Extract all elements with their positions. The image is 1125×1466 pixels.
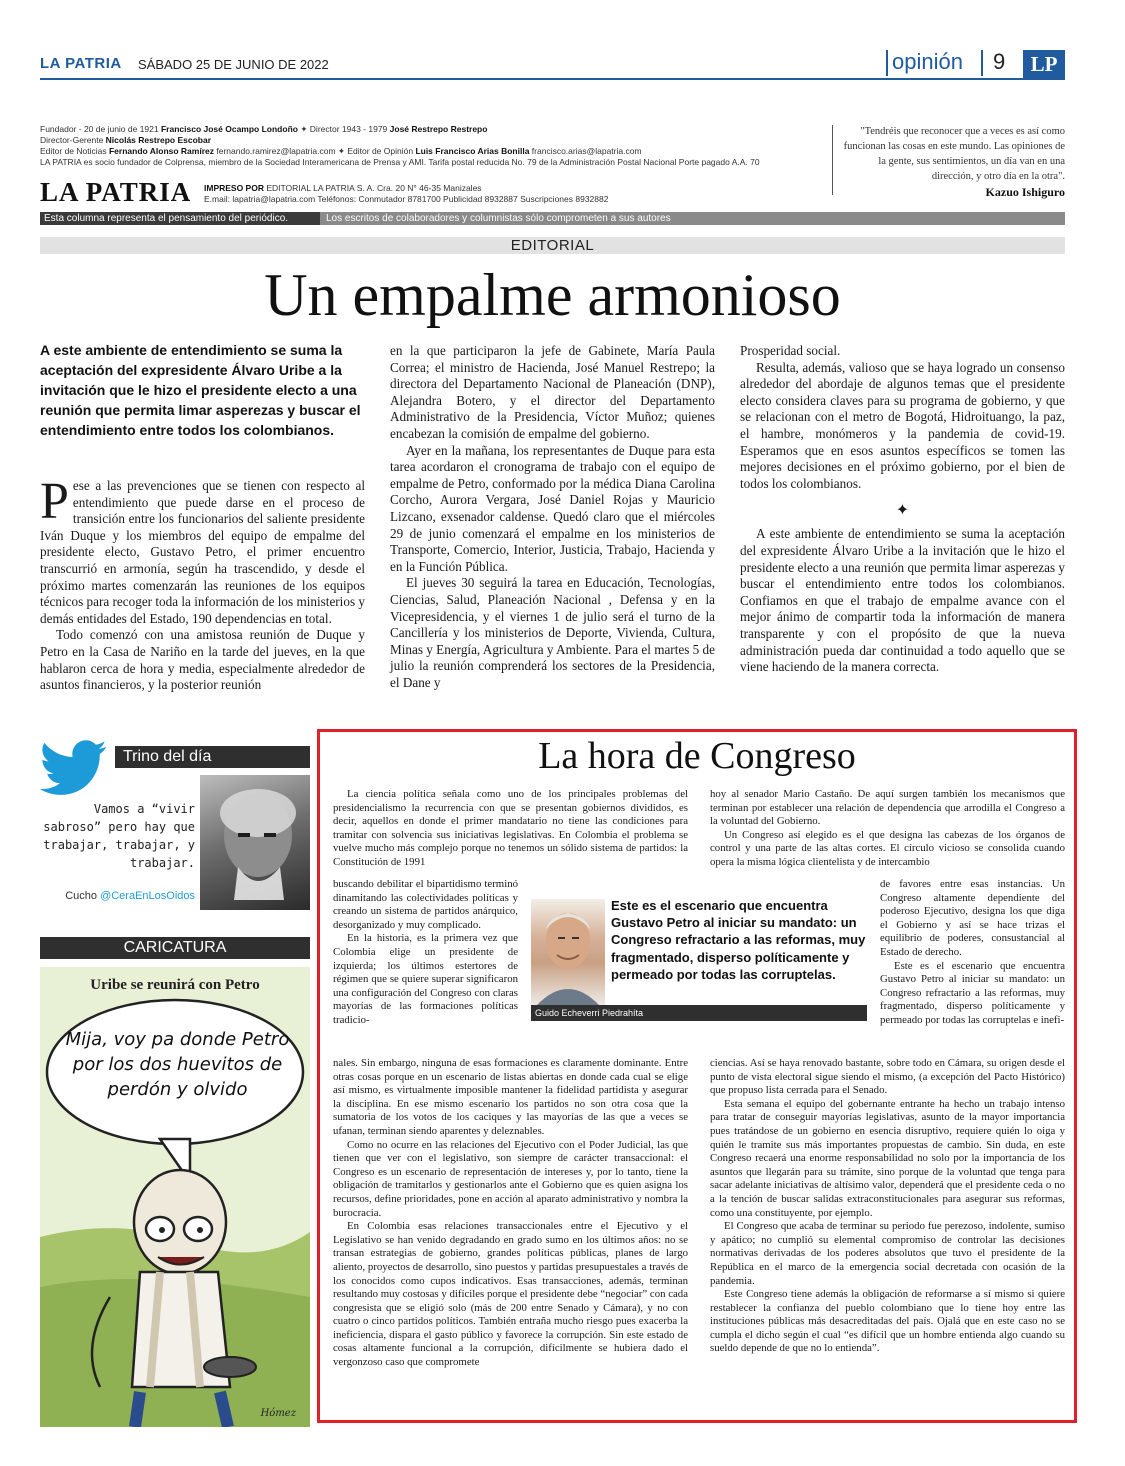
paragraph: Todo comenzó con una amistosa reunión de Duque y Petro en la Casa de Nariño en la tarde del jueves, en la que hablaron cerca de hora y media, especialmente alrededor de asuntos financieros, y la posterior reunión [40, 627, 365, 693]
cartoonist-signature: Hómez [260, 1408, 296, 1419]
trino-label: Trino del día [115, 746, 310, 768]
pull-quote-box [531, 893, 867, 1023]
column-text-left-bottom [333, 1057, 688, 1370]
paragraph: hoy al senador Mario Castaño. De aquí surgen también los mecanismos que terminan por establecer una relación de dependencia que arrodilla el Congreso a la voluntad del Gobierno. [710, 788, 1065, 828]
caricatura-label: CARICATURA [40, 937, 310, 959]
editorial-headline: Un empalme armonioso [264, 262, 841, 328]
paragraph: de favores entre esas instancias. Un Congreso altamente dependiente del poderoso Ejecutivo, designa los que diga el Gobierno y así se hace trizas el equilibrio de poderes, consustancial al Estado de derecho. [880, 878, 1065, 958]
email-link[interactable]: francisco.arias@lapatria.com [529, 146, 642, 156]
tweet-author-name: Cucho [65, 890, 101, 902]
masthead-line: LA PATRIA es socio fundador de Colprensa, miembro de la Sociedad Interamericana de Prensa y AMI. Tarifa postal reducida No. 79 de la Administración Postal Nacional Porte pagado A.A. 70 [40, 157, 760, 167]
printer-label: IMPRESO POR [204, 183, 264, 193]
column-text-right-narrow [880, 878, 1065, 1028]
divider [981, 50, 983, 76]
editorial-column-1 [40, 473, 365, 694]
cartoon [40, 967, 310, 1427]
issue-date: SÁBADO 25 DE JUNIO DE 2022 [138, 57, 329, 72]
masthead-credits [40, 124, 820, 168]
paragraph: Como no ocurre en las relaciones del Ejecutivo con el Poder Judicial, las que tienen que ver con el legislativo, son siempre de carácter transaccional: el Congreso es un escenario de representación de intereses y, por lo tanto, tiene la obligación de tramitarlos y gestionarlos ante el Gobierno que es quien asigna los recursos, define prioridades, pone en acción al aparato administrativo y nombra la burocracia. [333, 1138, 688, 1219]
masthead-line [40, 146, 820, 157]
paragraph: A este ambiente de entendimiento se suma la aceptación del expresidente Álvaro Uribe a la invitación que le hizo el presidente electo a una reunión que permita limar asperezas y buscar el entendimiento entre todos los colombianos. Confiamos en que el trabajo de empalme avance con el mejor ánimo de compartir toda la información de manera transparente y con el propósito de que la nueva administración pueda dar continuidad a todo aquello que se viene haciendo de la manera correcta. [740, 526, 1065, 675]
tweet-author [40, 890, 195, 902]
drop-cap: P [40, 473, 69, 530]
masthead-line [40, 124, 820, 135]
paragraph: En Colombia esas relaciones transaccionales entre el Ejecutivo y el Legislativo se han venido degradando en grado sumo en los últimos años: no se transan estrategias de gobierno, grandes políticas públicas, planes de largo aliento, proyectos de desarrollo, sino puestos y partidas presupuestales a través de los conocidos como cupos indicativos. Esas transacciones, además, terminan resultando muy costosas y difíciles porque el presidente debe “negociar” con cada congresista que se eligió solo (más de 200 entre Senado y Cámara), y no con cuatro o cinco partidos políticos. También entraña mucho riesgo pues exacerba la ineficiencia, dispara el gasto público y favorece la corrupción. Sin este estado de cosas altamente funcional a la corrupción, difícilmente se hubiera dado el vergonzoso caso que compromete [333, 1220, 688, 1369]
speech-bubble-text: Mija, voy pa donde Petro por los dos huevitos de perdón y olvido [65, 1029, 290, 1100]
tweet-handle[interactable]: @CeraEnLosOidos [100, 890, 195, 902]
column-text-left-narrow [333, 878, 518, 1028]
paragraph: Este es el escenario que encuentra Gustavo Petro al iniciar su mandato: un Congreso refractario a las reformas, muy fragmentado, disperso políticamente y permeado por todas las corruptelas e inefi- [880, 959, 1065, 1026]
paragraph: El Congreso que acaba de terminar su periodo fue perezoso, indolente, sumiso y apático; no cumplió su elemental compromiso de controlar las decisiones normativas derivadas de los poderes absolutos que tuvo el presidente de la República en el marco de la emergencia social decretada con ocasión de la pandemia. [710, 1220, 1065, 1287]
cartoon-title: Uribe se reunirá con Petro [90, 977, 260, 993]
twitter-bird-icon [40, 740, 108, 801]
paragraph: buscando debilitar el bipartidismo terminó dinamitando las colectividades políticas y creando un sistema de partidos anárquico, desorganizado y muy complicado. [333, 878, 518, 931]
paragraph: El jueves 30 seguirá la tarea en Educación, Tecnologías, Ciencias, Salud, Planeación Nacional , Defensa y en la Vicepresidencia, y el viernes 1 de julio será el turno de la Cancillería y los ministerios de Deporte, Vivienda, Cultura, Minas y Energía, Agricultura y Ambiente. Para el martes 5 de julio la reunión comprenderá los sectores de la Presidencia, el Dane y [390, 575, 715, 690]
editor-name: Fernando Alonso Ramírez [108, 146, 214, 156]
pull-quote: Este es el escenario que encuentra Gustavo Petro al iniciar su mandato: un Congreso refractario a las reformas, muy fragmentado, disperso políticamente y permeado por todas las corruptelas. [611, 898, 866, 982]
paragraph: Resulta, además, valioso que se haya logrado un consenso alrededor del abordaje de algunos temas que el presidente electo considera claves para su programa de gobierno, y que se relacionan con el metro de Bogotá, Hidroituango, la paz, el hambre, monómeros y la pandemia de covid-19. Esperamos que en esos asuntos específicos se tomen las mejores decisiones en el próximo gobierno, por el bien de todos los colombianos. [740, 359, 1065, 491]
paragraph: Ayer en la mañana, los representantes de Duque para esta tarea acordaron el cronograma de trabajo con el equipo de empalme de Petro, conformado por la médica Diana Carolina Corcho, Aurora Vergara, José Daniel Rojas y Mauricio Lizcano, exsenador caldense. Quedó claro que el miércoles 29 de junio comenzará el empalme en los ministerios de Transporte, Comercio, Interior, Justicia, Trabajo, Hacienda y en la Función Pública. [390, 442, 715, 574]
column-title: La hora de Congreso [538, 735, 856, 777]
paragraph: Este Congreso tiene además la obligación de reformarse a sí mismo si quiere restablecer la confianza del pueblo colombiano que lo tiene hoy entre las instituciones públicas más desacreditadas del país. Ojalá que en este caso no se cumpla el dicho según el cual “es difícil que un hombre entienda algo cuando su sueldo depende de que no lo entienda”. [710, 1288, 1065, 1355]
header-rule [40, 78, 1065, 80]
masthead-line [40, 135, 820, 146]
paragraph: ciencias. Así se haya renovado bastante, sobre todo en Cámara, su origen desde el punto de vista electoral sigue siendo el mismo, (a excepción del Pacto Histórico) que propuso lista cerrada para el Senado. [710, 1057, 1065, 1097]
column-text-left-top [333, 788, 688, 870]
divider [886, 50, 888, 76]
tweet-author-photo [200, 775, 310, 910]
founder-name: Francisco José Ocampo Londoño [160, 124, 298, 134]
masthead-logo: LA PATRIA [40, 177, 192, 207]
contact-info: E.mail: lapatria@lapatria.com Teléfonos: Conmutador 8781700 Publicidad 8932887 Suscripciones 8932882 [204, 194, 609, 204]
printer-address: EDITORIAL LA PATRIA S. A. Cra. 20 N° 46-35 Manizales [263, 183, 482, 193]
column-text-right-bottom [710, 1057, 1065, 1356]
page-number: 9 [993, 49, 1006, 74]
paragraph: La ciencia política señala como uno de los principales problemas del presidencialismo la recurrencia con que se presentan gobiernos divididos, es decir, aquellos en donde el primer mandatario no tiene las condiciones para tramitar con solvencia sus iniciativas legislativas. En Colombia el problema se vuelve mucho más complejo porque no tenemos un sólido sistema de partidos: la Constitución de 1991 [333, 788, 688, 868]
paragraph [40, 473, 365, 627]
lp-badge: LP [1023, 50, 1065, 78]
editorial-column-2 [390, 343, 715, 691]
tweet-text: Vamos a “vivir sabroso” pero hay que trabajar, trabajar, y trabajar. [43, 802, 195, 870]
section-name: opinión [892, 49, 963, 74]
editor-opinion-name: Luis Francisco Arias Bonilla [415, 146, 530, 156]
newspaper-logo: LA PATRIA [40, 55, 122, 72]
paragraph: Esta semana el equipo del gobernante entrante ha hecho un trabajo intenso para tratar de conseguir mayorías legislativas, asunto de la mayor importancia pues tratándose de un gobierno en esencia disruptivo, requiere quién lo oiga y quién le tramite sus más importantes propuestas de cambio. Sin duda, en este Congreso recaerá una enorme responsabilidad no solo por la importancia de los asuntos que llegarán para su trámite, sino porque de la voluntad que tenga para sacar adelante iniciativas de altísimo valor, dependerá que el presidente ceda o no a la tención de buscar salidas extraconstitucionales para asegurar sus reformas, como una constituyente, por ejemplo. [710, 1097, 1065, 1219]
paragraph: Prosperidad social. [740, 343, 841, 358]
editorial-lead: A este ambiente de entendimiento se suma la aceptación del expresidente Álvaro Uribe a la invitación que le hizo el presidente electo a una reunión que permita limar asperezas y buscar el entendimiento entre todos los colombianos. [40, 342, 361, 438]
author-caption: Guido Echeverri Piedrahíta [531, 1005, 867, 1021]
daily-quote: "Tendréis que reconocer que a veces es así como funcionan las cosas en este mundo. Las opiniones de la gente, sus sentimientos, un día van en una dirección, y otro día en la otra". [843, 126, 1065, 182]
paragraph: Un Congreso así elegido es el que designa las cabezas de los órganos de control y una parte de las altas cortes. El círculo vicioso se consolida cuando opera la misma lógica clientelista y de intercambio [710, 828, 1065, 868]
author-photo [531, 899, 605, 1005]
printer-info [204, 183, 824, 205]
credit-text: Director-Gerente [40, 135, 106, 145]
credit-text: Fundador - 20 de junio de 1921 [40, 124, 161, 134]
editorial-column-3 [740, 343, 1065, 676]
gerente-name: Nicolás Restrepo Escobar [105, 135, 212, 145]
credit-text: Editor de Noticias [40, 146, 109, 156]
director-name: José Restrepo Restrepo [389, 124, 488, 134]
disclaimer-right: Los escritos de colaboradores y columnistas sólo comprometen a sus autores [326, 213, 671, 224]
divider [832, 125, 833, 195]
credit-text: ✦ Director 1943 - 1979 [297, 124, 390, 134]
disclaimer-left: Esta columna representa el pensamiento del periódico. [40, 212, 320, 225]
paragraph: nales. Sin embargo, ninguna de esas formaciones es claramente dominante. Entre otras cosas porque en un escenario de listas abiertas en donde cada cual se elige así mismo, es virtualmente imposible mantener la fidelidad partidista y asegurar la disciplina. En ese mismo escenario los partidos no son otra cosa que la sumatoria de los votos de los caciques y las mayorías de las que a veces se ufanan, terminan siendo aparentes y deleznables. [333, 1057, 688, 1137]
credit-text: fernando.ramirez@lapatria.com ✦ Editor de Opinión [214, 146, 416, 156]
column-text-right-top [710, 788, 1065, 870]
section-label: EDITORIAL [40, 237, 1065, 254]
paragraph: En la historia, es la primera vez que Colombia elige un presidente de izquierda; los últimos estertores de régimen que se quiere superar significaron una configuración del Congreso con claras mayorías de las formaciones políticas tradicio- [333, 932, 518, 1026]
paragraph-text: ese a las prevenciones que se tienen con respecto al entendimiento que puede darse en el proceso de transición entre los funcionarios del saliente presidente Iván Duque y los miembros del equipo de empalme del presidente electo, Gustavo Petro, el primer encuentro transcurrió en armonía, según ha trascendido, y desde el próximo martes comenzarán las reuniones de los equipos técnicos para recoger toda la información de los ministerios y demás entidades del Estado, 190 dependencias en total. [40, 478, 365, 626]
paragraph: en la que participaron la jefe de Gabinete, María Paula Correa; el ministro de Hacienda, José Manuel Restrepo; la directora del Departamento Nacional de Planeación (DNP), Alejandra Botero, y el director del Departamento Administrativo de la Presidencia, Víctor Muñoz; quienes encabezan la comisión de empalme del gobierno. [390, 343, 715, 441]
star-separator-icon: ✦ [895, 502, 910, 520]
quote-author: Kazuo Ishiguro [985, 185, 1065, 199]
